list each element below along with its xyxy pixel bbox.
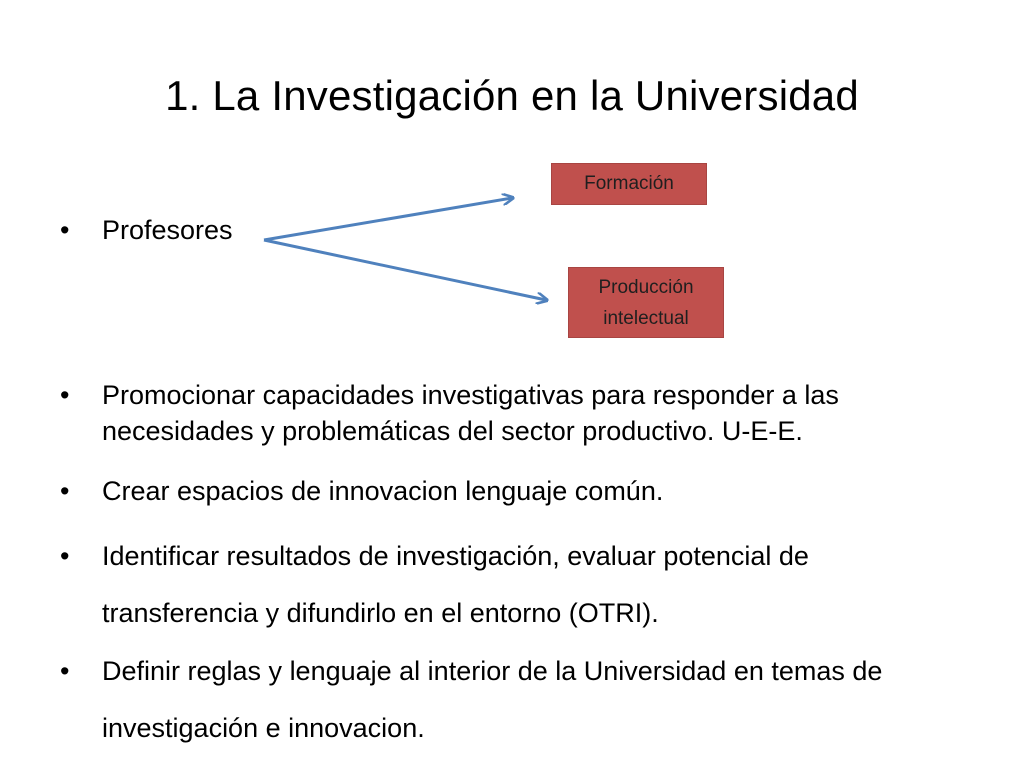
produccion-label-line1: Producción: [598, 276, 694, 298]
bullet-icon: •: [60, 656, 70, 686]
formacion-label: Formación: [584, 173, 674, 194]
bullet-text: Crear espacios de innovacion lenguaje común.: [102, 476, 664, 506]
produccion-intelectual-box: [568, 267, 724, 338]
bullet-text: Promocionar capacidades investigativas para responder a las necesidades y problemáticas del sector productivo. U-E-E.: [102, 380, 839, 446]
bullet-text: Identificar resultados de investigación, evaluar potencial de transferencia y difundirlo en el entorno (OTRI).: [102, 541, 809, 628]
bullet-icon: •: [60, 380, 70, 410]
arrow-to-produccion: [264, 240, 546, 300]
produccion-label-line2: intelectual: [603, 307, 689, 329]
bullet-icon: •: [60, 215, 70, 245]
formacion-box: [551, 163, 707, 205]
slide-title: 1. La Investigación en la Universidad: [165, 72, 859, 119]
bullet-icon: •: [60, 541, 70, 571]
bullet-icon: •: [60, 476, 70, 506]
bullet-text: Definir reglas y lenguaje al interior de la Universidad en temas de investigación e innovacion.: [102, 656, 883, 743]
bullet-text: Profesores: [102, 215, 233, 245]
